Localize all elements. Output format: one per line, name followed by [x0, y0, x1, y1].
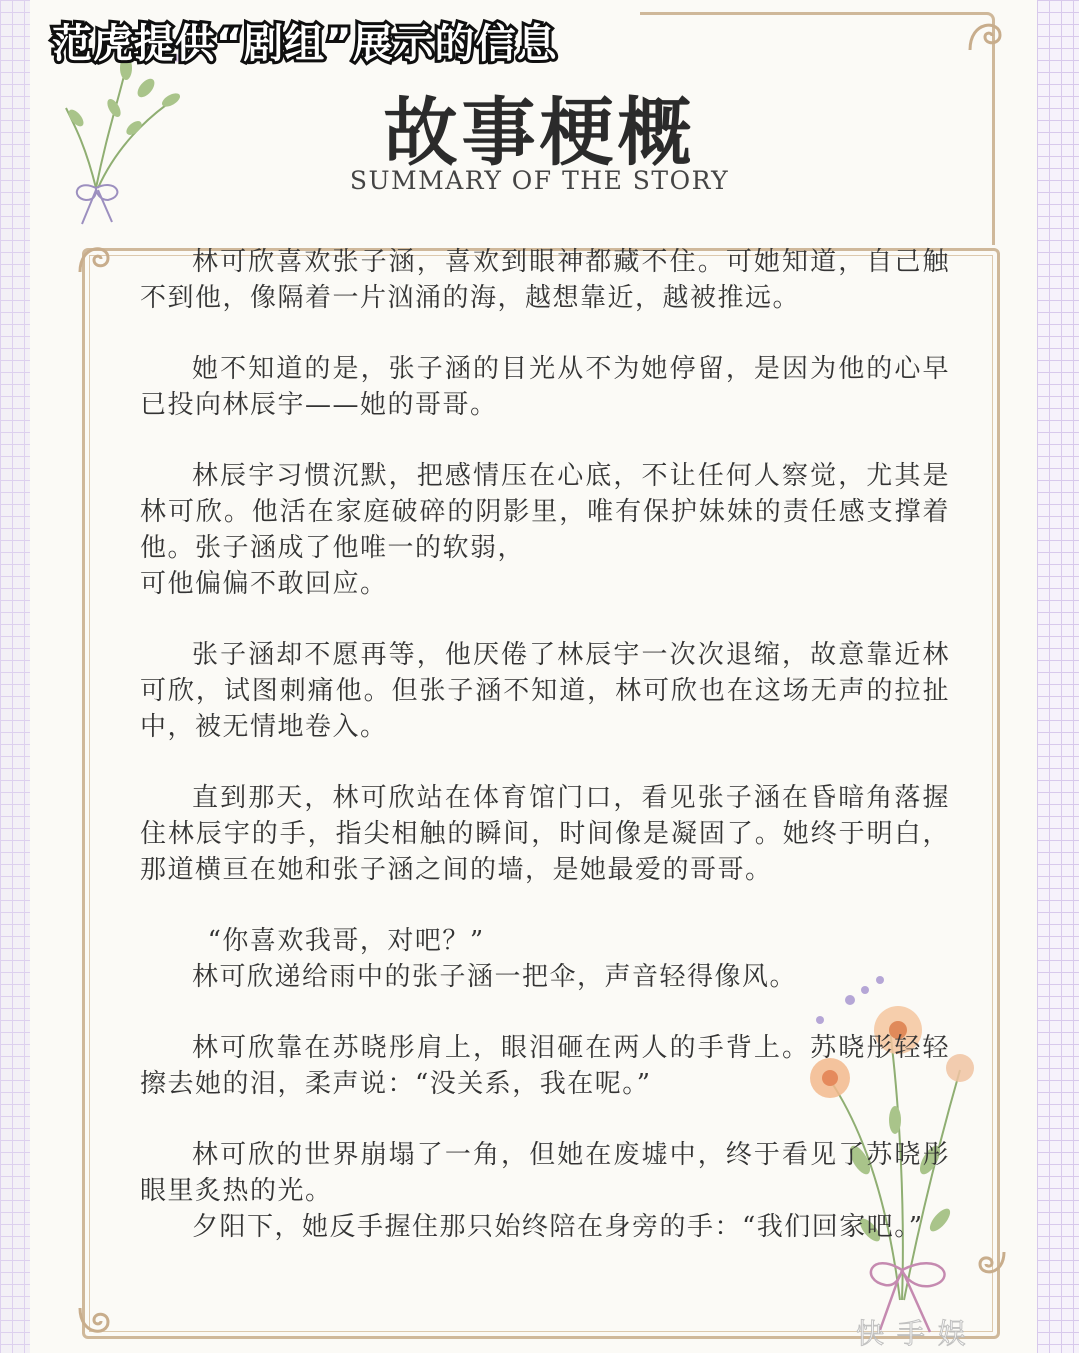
video-caption: 范虎提供“剧组”展示的信息: [52, 21, 558, 67]
grid-paper-left: [0, 0, 30, 1353]
paragraph: 林可欣喜欢张子涵，喜欢到眼神都藏不住。可她知道，自己触不到他，像隔着一片汹涌的海，越想靠近，越被推远。: [140, 247, 950, 313]
platform-watermark: 快 手 娱: [856, 1317, 968, 1350]
grid-paper-right: [1037, 0, 1079, 1353]
paragraph: 直到那天，林可欣站在体育馆门口，看见张子涵在昏暗角落握住林辰宇的手，指尖相触的瞬间，时间像是凝固了。她终于明白，那道横亘在她和张子涵之间的墙，是她最爱的哥哥。: [140, 783, 950, 885]
paragraph: 林可欣递给雨中的张子涵一把伞，声音轻得像风。: [192, 962, 798, 992]
frame-swirl-icon: [72, 1300, 116, 1344]
paragraph: 林辰宇习惯沉默，把感情压在心底，不让任何人察觉，尤其是林可欣。他活在家庭破碎的阴影里，唯有保护妹妹的责任感支撑着他。张子涵成了他唯一的软弱，: [140, 461, 950, 563]
paragraph: 张子涵却不愿再等，他厌倦了林辰宇一次次退缩，故意靠近林可欣，试图刺痛他。但张子涵不知道，林可欣也在这场无声的拉扯中，被无情地卷入。: [140, 640, 950, 742]
page-subtitle: SUMMARY OF THE STORY: [349, 166, 730, 195]
paragraph: 夕阳下，她反手握住那只始终陪在身旁的手：“我们回家吧。”: [192, 1212, 924, 1242]
dialogue-line: “你喜欢我哥，对吧？”: [207, 926, 485, 956]
paragraph: 她不知道的是，张子涵的目光从不为她停留，是因为他的心早已投向林辰宇——她的哥哥。: [140, 354, 950, 420]
frame-swirl-icon: [72, 236, 116, 280]
paragraph: 可他偏偏不敢回应。: [140, 569, 388, 599]
frame-swirl-icon: [960, 10, 1010, 60]
page-title: 故事梗概: [383, 90, 696, 176]
paragraph: 林可欣的世界崩塌了一角，但她在废墟中，终于看见了苏晓彤眼里炙热的光。: [140, 1140, 950, 1206]
paragraph: 林可欣靠在苏晓彤肩上，眼泪砸在两人的手背上。苏晓彤轻轻擦去她的泪，柔声说：“没关系，我在呢。”: [140, 1033, 950, 1099]
story-summary: [140, 244, 950, 1245]
